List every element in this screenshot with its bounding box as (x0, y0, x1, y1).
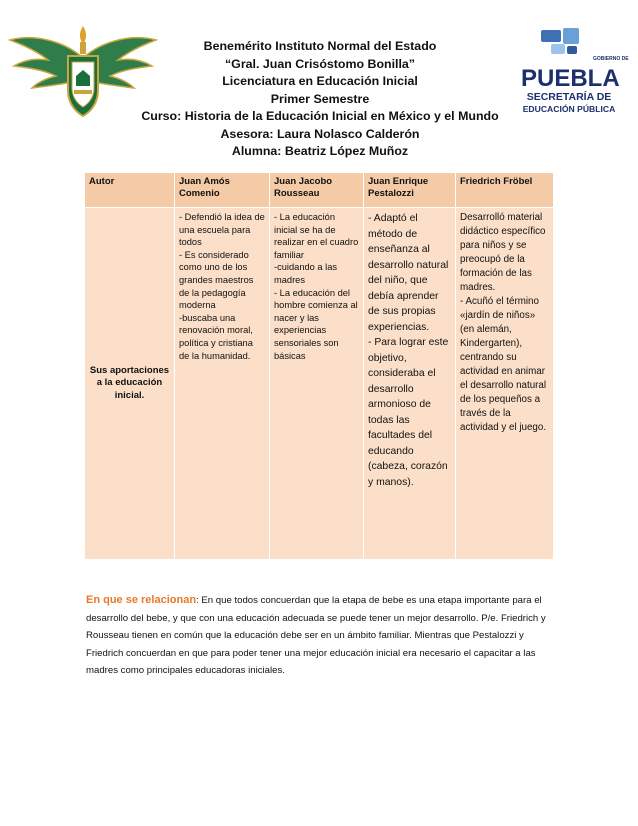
header-cell-author: Autor (85, 173, 175, 208)
header-cell-rousseau: Juan Jacobo Rousseau (270, 173, 364, 208)
header-student: Alumna: Beatriz López Muñoz (231, 144, 409, 158)
cell-comenio (175, 208, 270, 560)
header-degree: Licenciatura en Educación Inicial (222, 74, 418, 88)
relation-heading: En que se relacionan (86, 594, 197, 606)
header-cell-pestalozzi: Juan Enrique Pestalozzi (364, 173, 456, 208)
relation-paragraph (86, 592, 551, 680)
header-cell-frobel: Friedrich Fröbel (456, 173, 554, 208)
logo-brand-text: PUEBLA (521, 65, 620, 92)
cell-rousseau (270, 208, 364, 560)
cell-pestalozzi-text: - Adaptó el método de enseñanza al desarrollo natural del niño, que debía aprender de sus propias experiencias. - Para lograr este objetivo, consideraba el desarrollo armonioso de todas las facultades del educando (cabeza, corazón y manos). (368, 213, 449, 488)
header-institute: Benemérito Instituto Normal del Estado (203, 39, 437, 53)
cell-rousseau-text: - La educación inicial se ha de realizar en el cuadro familiar -cuidando a las madres - La educación del hombre comienza al nacer y las experiencias sensoriales son básicas (274, 212, 359, 361)
cell-comenio-text: - Defendió la idea de una escuela para todos - Es considerado como uno de los grandes maestros de la pedagogía moderna -buscaba una renovación moral, política y cristiana de la humanidad. (179, 212, 265, 361)
table-header-row (85, 173, 554, 208)
cell-frobel-text: Desarrolló material didáctico específico para niños y se preocupó de la formación de las madres. - Acuñó el término «jardín de niños» (en alemán, Kindergarten), centrando su actividad en animar el desarrollo natural de los pequeños a través de la actividad y el juego. (460, 212, 547, 433)
logo-top-text: GOBIERNO DE (593, 56, 629, 62)
table-row (85, 208, 554, 560)
header-semester: Primer Semestre (270, 91, 370, 106)
row-label-cell: Sus aportaciones a la educación inicial. (85, 208, 175, 560)
logo-line2-text: EDUCACIÓN PÚBLICA (522, 104, 616, 114)
authors-comparison-table (84, 172, 554, 560)
header-advisor: Asesora: Laura Nolasco Calderón (220, 126, 420, 141)
cell-frobel (456, 208, 554, 560)
header-course: Curso: Historia de la Educación Inicial en México y el Mundo (141, 109, 499, 123)
cell-pestalozzi (364, 208, 456, 560)
header-institute-name: “Gral. Juan Crisóstomo Bonilla” (224, 56, 416, 71)
header-cell-comenio: Juan Amós Comenio (175, 173, 270, 208)
document-header (100, 38, 540, 161)
relation-text: : En que todos concuerdan que la etapa de bebe es una etapa importante para el desarrollo del bebe, y que con una educación adecuada se puede tener un mejor desarrollo. P/e. Friedrich y Rousseau tienen en común que la educación debe ser en un ámbito familiar. Mientras que Pestalozzi y Friedrich concuerdan en que para poder tener una mejor educación inicial era necesario el capacitar a las madres como principales educadoras iniciales. (86, 595, 546, 677)
logo-line1-text: SECRETARÍA DE (526, 91, 612, 103)
